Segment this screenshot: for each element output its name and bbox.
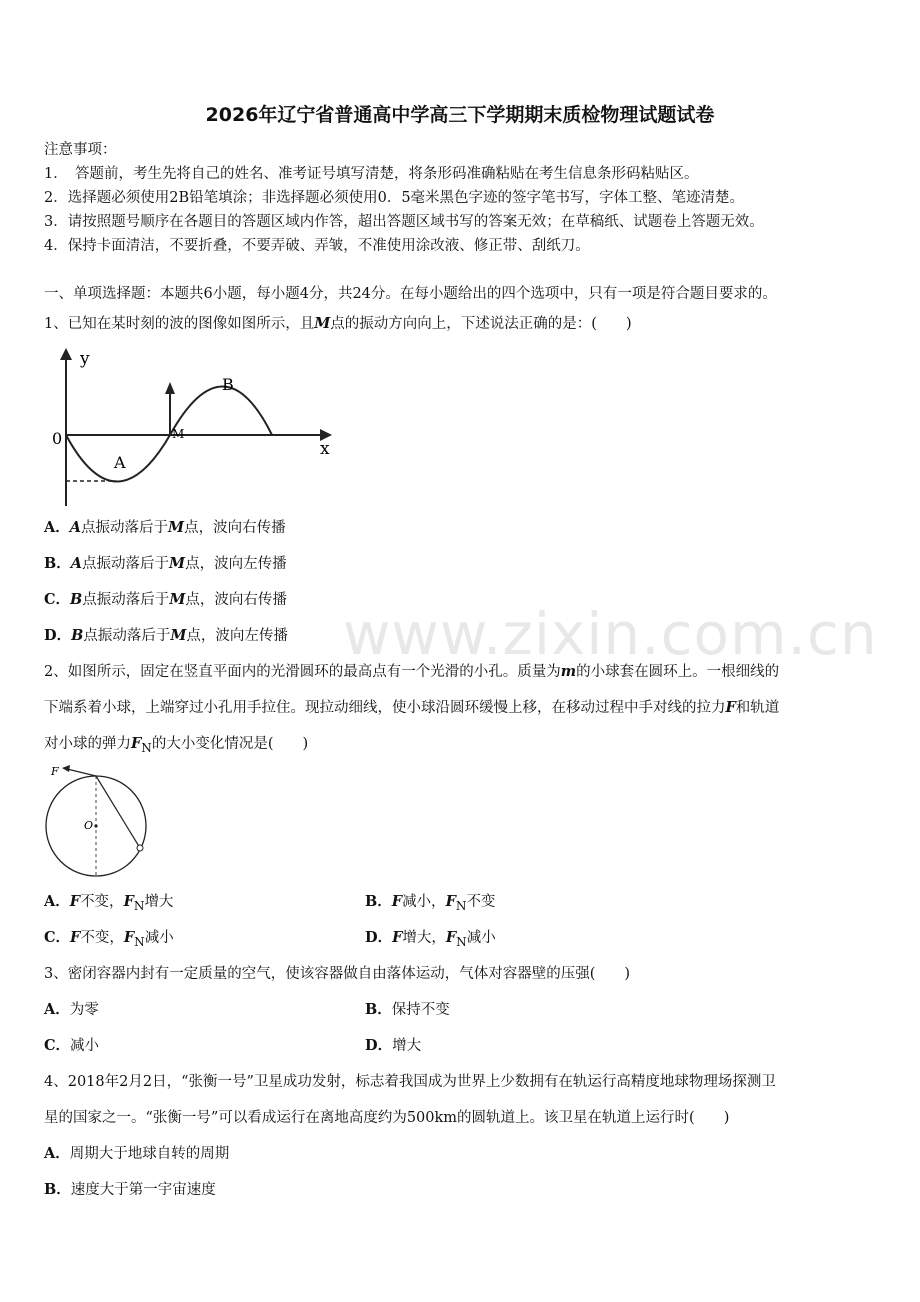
ring-diagram	[40, 762, 160, 882]
question-1-stem: 1、已知在某时刻的波的图像如图所示，且M点的振动方向向上，下述说法正确的是：( )	[44, 315, 632, 332]
y-axis-label: y	[80, 349, 90, 369]
ball	[137, 845, 143, 851]
q1-option-c[interactable]: C．B点振动落后于M点，波向右传播	[44, 591, 287, 608]
question-2-line-3: 对小球的弹力$F_N$的大小变化情况是( )	[44, 735, 309, 755]
velocity-arrowhead-m	[165, 382, 175, 394]
question-4-line-2: 星的国家之一。“张衡一号”可以看成运行在离地高度约为500km的圆轨道上。该卫星在轨道上运行时( )	[44, 1110, 730, 1126]
notice-item-4: 4．保持卡面清洁，不要折叠，不要弄破、弄皱，不准使用涂改液、修正带、刮纸刀。	[44, 238, 590, 254]
q3-option-a[interactable]: A．为零	[44, 1001, 99, 1018]
force-label: F	[51, 765, 59, 778]
q2-option-c[interactable]: C．F不变，$F_N$减小	[44, 929, 174, 949]
q2-option-b[interactable]: B．F减小，$F_N$不变	[365, 893, 496, 913]
notice-heading: 注意事项：	[44, 142, 117, 158]
q1-option-b[interactable]: B．A点振动落后于M点，波向左传播	[44, 555, 287, 572]
question-4-line-1: 4、2018年2月2日，“张衡一号”卫星成功发射，标志着我国成为世界上少数拥有在轨运行高精度地球物理场探测卫	[44, 1074, 776, 1090]
string-line	[96, 776, 140, 848]
q4-option-a[interactable]: A．周期大于地球自转的周期	[44, 1145, 230, 1162]
center-point	[94, 824, 97, 827]
notice-item-1: 1． 答题前，考生先将自己的姓名、准考证号填写清楚，将条形码准确粘贴在考生信息条形码粘贴区。	[44, 166, 699, 182]
q2-option-a[interactable]: A．F不变，$F_N$增大	[44, 893, 174, 913]
q3-option-d[interactable]: D．增大	[365, 1037, 422, 1054]
point-m-label: M	[172, 427, 185, 441]
q3-option-b[interactable]: B．保持不变	[365, 1001, 450, 1018]
question-3-stem: 3、密闭容器内封有一定质量的空气，使该容器做自由落体运动，气体对容器壁的压强( )	[44, 966, 631, 982]
y-axis-arrow	[60, 348, 72, 360]
point-b-label: B	[222, 375, 234, 394]
pull-force-arrowhead	[62, 765, 70, 772]
center-label: O	[84, 819, 94, 832]
section-heading: 一、单项选择题：本题共6小题，每小题4分，共24分。在每小题给出的四个选项中，只有一项是符合题目要求的。	[44, 286, 777, 302]
q2-option-d[interactable]: D．F增大，$F_N$减小	[365, 929, 496, 949]
q3-option-c[interactable]: C．减小	[44, 1037, 100, 1054]
point-a-label: A	[114, 453, 126, 472]
notice-item-2: 2．选择题必须使用2B铅笔填涂；非选择题必须使用0．5毫米黑色字迹的签字笔书写，字体工整、笔迹清楚。	[44, 190, 745, 206]
q1-option-d[interactable]: D．B点振动落后于M点，波向左传播	[44, 627, 288, 644]
question-2-line-1: 2、如图所示，固定在竖直平面内的光滑圆环的最高点有一个光滑的小孔。质量为m的小球套在圆环上。一根细线的	[44, 663, 780, 680]
x-axis-label: x	[320, 439, 330, 459]
notice-item-3: 3．请按照题号顺序在各题目的答题区域内作答，超出答题区域书写的答案无效；在草稿纸、试题卷上答题无效。	[44, 214, 764, 230]
pull-force-line	[67, 769, 96, 776]
q1-option-a[interactable]: A．A点振动落后于M点，波向右传播	[44, 519, 286, 536]
wave-crest	[170, 387, 272, 436]
origin-label: 0	[52, 429, 63, 448]
wave-graph	[44, 344, 344, 514]
watermark: www.zixin.com.cn	[343, 600, 878, 668]
question-2-line-2: 下端系着小球，上端穿过小孔用手拉住。现拉动细线，使小球沿圆环缓慢上移，在移动过程中手对线的拉力F和轨道	[44, 699, 780, 716]
page-title: 2026年辽宁省普通高中学高三下学期期末质检物理试题试卷	[205, 104, 715, 126]
q4-option-b[interactable]: B．速度大于第一宇宙速度	[44, 1181, 216, 1198]
